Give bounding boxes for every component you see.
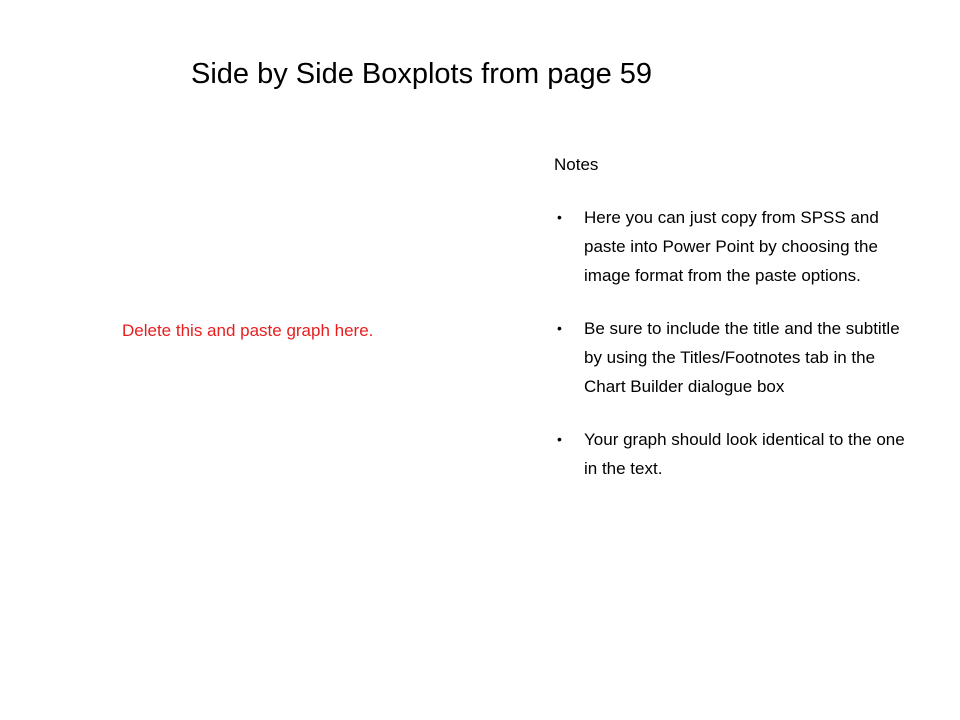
list-item: [554, 203, 906, 290]
notes-panel: [554, 150, 924, 507]
bullet-icon: •: [557, 320, 562, 336]
notes-list: [554, 203, 924, 483]
bullet-icon: •: [557, 209, 562, 225]
note-text: Your graph should look identical to the one in the text.: [584, 430, 905, 478]
slide-title: Side by Side Boxplots from page 59: [191, 58, 653, 90]
note-text: Be sure to include the title and the subtitle by using the Titles/Footnotes tab in the Chart Builder dialogue box: [584, 319, 900, 396]
list-item: [554, 314, 906, 401]
list-item: [554, 425, 906, 483]
note-text: Here you can just copy from SPSS and paste into Power Point by choosing the image format from the paste options.: [584, 208, 879, 285]
notes-heading: Notes: [554, 155, 599, 174]
graph-placeholder-text[interactable]: Delete this and paste graph here.: [122, 321, 374, 340]
bullet-icon: •: [557, 431, 562, 447]
